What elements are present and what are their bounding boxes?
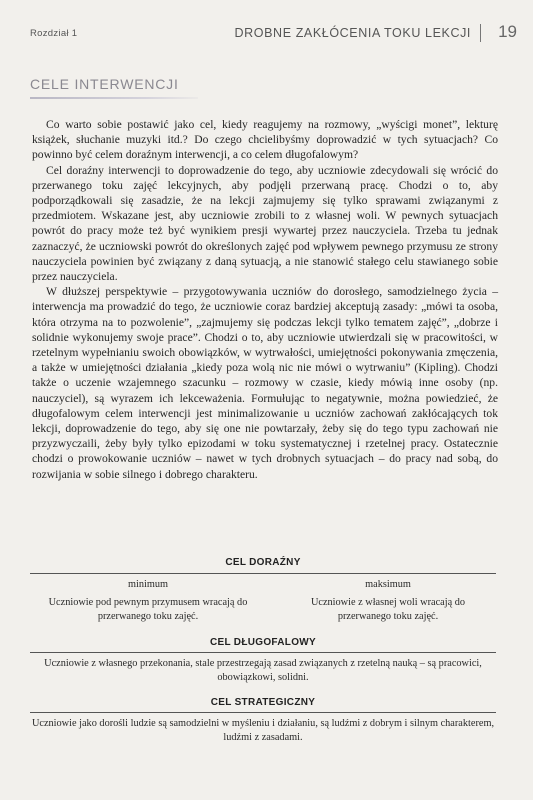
section-title-underline — [30, 97, 198, 99]
minimum-text: Uczniowie pod pewnym przymusem wracają do przerwanego toku zajęć. — [48, 597, 248, 622]
cel-doramny-label: CEL DORAŹNY — [225, 557, 301, 568]
minimum-label: minimum — [127, 579, 169, 590]
cel-dlugofalowy-rule — [30, 652, 496, 653]
minimum-column — [48, 579, 248, 624]
chapter-label: Rozdział 1 — [30, 28, 78, 39]
cel-dlugofalowy-section — [30, 637, 496, 683]
maksimum-column — [288, 579, 488, 624]
cel-dlugofalowy-text: Uczniowie z własnego przekonania, stale przestrzegają zasad związanych z rzetelną nauką – są pracowici, obowiązkowi, solidni. — [44, 658, 482, 683]
paragraph-1: Co warto sobie postawić jako cel, kiedy reagujemy na rozmowy, „wyścigi monet”, lekturę książek, słuchanie muzyki itd.? Do czego chcielibyśmy doprowadzić w tych sytuacjach? Co powinno być celem doraźnym interwencji, a co celem długofalowym? — [32, 118, 498, 162]
cel-doramny-section — [30, 557, 496, 622]
page-number: 19 — [498, 22, 517, 41]
cel-strategiczny-text: Uczniowie jako dorośli ludzie są samodzielni w myśleniu i działaniu, są ludźmi z dobrym i silnym charakterem, ludźmi z zasadami. — [31, 718, 495, 743]
header-divider — [480, 24, 481, 42]
cel-doramny-rule — [30, 573, 496, 574]
cel-strategiczny-label: CEL STRATEGICZNY — [210, 697, 316, 708]
cel-strategiczny-section — [30, 697, 496, 743]
cel-dlugofalowy-label: CEL DŁUGOFALOWY — [210, 637, 316, 648]
section-title: CELE INTERWENCJI — [30, 76, 179, 92]
paragraph-3: W dłuższej perspektywie – przygotowywania uczniów do dorosłego, samodzielnego życia – interwencja ma prowadzić do tego, że uczniowie coraz bardziej akceptują zasady: „mówi ta osoba, która otrzyma na to pozwolenie”, „zajmujemy się podczas lekcji tylko tematem zajęć”, „dobrze i solidnie wykonujemy swoje prace”. Chodzi o to, aby uczniowie utwierdzali się w pracowitości, w rzetelnym wypełnianiu swoich obowiązków, w wytrwałości, umiejętności pokonywania zmęczenia, a także w umiejętności działania „kiedy poza wolą nic nie mówi o wytrwaniu” (Kipling). Chodzi także o uczenie wzajemnego szacunku – rozmowy w czasie, kiedy mówią inne osoby (np. nauczyciel), są wyrazem ich lekceważenia. Formułując to negatywnie, można powiedzieć, że długofalowym celem interwencji jest minimalizowanie u uczniów zachowań zakłócających tok lekcji, doprowadzenie do tego, aby się one nie powtarzały, żeby się do tego typu zachowań nie przyzwyczaili, żeby były tylko epizodami w toku systematycznej i rzetelnej pracy. Ostatecznie chodzi o prowokowanie uczniów – nawet w tych drobnych sytuacjach – do pracy nad sobą, do rozwijania w sobie silnego i dobrego charakteru. — [32, 285, 498, 481]
maksimum-label: maksimum — [365, 579, 411, 590]
page-header — [30, 22, 517, 44]
maksimum-text: Uczniowie z własnej woli wracają do przerwanego toku zajęć. — [310, 597, 466, 622]
body-text — [32, 117, 498, 482]
cel-strategiczny-rule — [30, 712, 496, 713]
running-title: DROBNE ZAKŁÓCENIA TOKU LEKCJI — [234, 26, 471, 40]
paragraph-2: Cel doraźny interwencji to doprowadzenie do tego, aby uczniowie zdecydowali się wrócić do przerwanego toku zajęć lekcyjnych, aby podjęli przerwaną pracę. Chodzi o to, aby podporządkowali się zasadzie, że na lekcji zajmujemy się tylko sprawami związanymi z przedmiotem. Wskazane jest, aby uczniowie zrobili to z własnej woli. W pewnych sytuacjach powrót do pracy może też być wynikiem presji wywartej przez nauczyciela. Trzeba tu jednak zaznaczyć, że uczniowski powrót do określonych zajęć pod wpływem pewnego przymusu ze strony nauczyciela powinien być związany z daną sytuacją, a nie stanowić stałego celu stawianego sobie przez nauczyciela. — [32, 163, 498, 284]
